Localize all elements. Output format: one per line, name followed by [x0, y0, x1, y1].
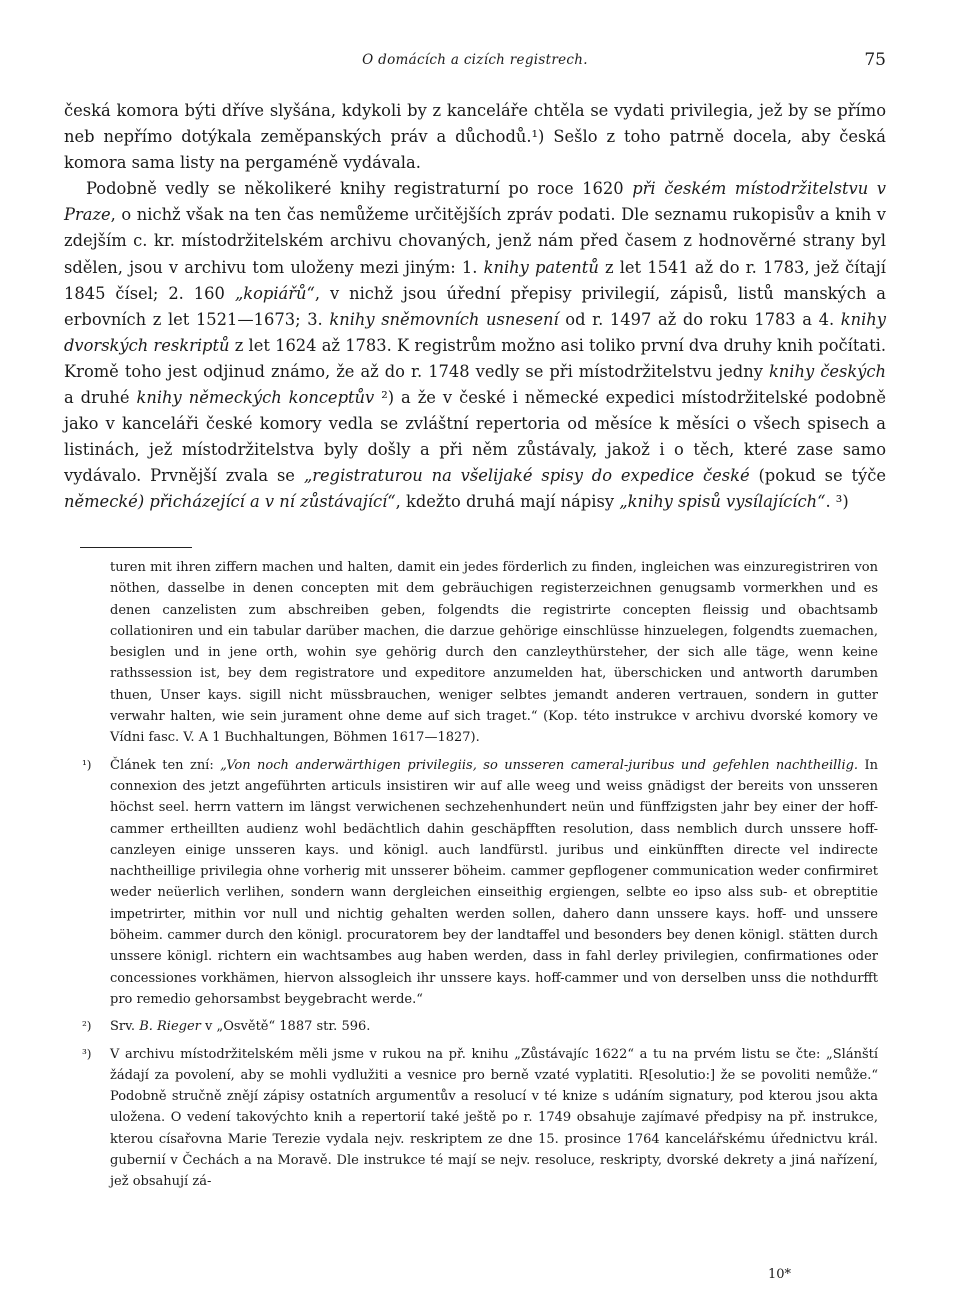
footnote-marker: ²)	[82, 1019, 92, 1034]
text-run: , o nichž však na ten čas nemůžeme určitějších zpráv podati. Dle seznamu rukopisův a knih v zdejším c. kr. místodržitelském archivu chovaných, jenž nám před časem z hodnověrné strany byl sdělen, jsou v archivu tom uloženy mezi jiným: 1.	[64, 205, 886, 277]
text-run: z let 1624 až 1783. K registrům možno asi toliko první dva druhy knih počítati. Kromě toho jest odjinud známo, že až do r. 1748 vedly se při místodržitelstvu jedny	[64, 335, 887, 381]
italic-run: knihy patentů	[483, 257, 599, 277]
italic-run: německé) přicházející a v ní zůstávající“	[64, 492, 396, 512]
running-title: O domácích a cizích registrech.	[362, 52, 588, 68]
main-text	[64, 98, 886, 516]
footnote-continuation: turen mit ihren ziffern machen und halten, damit ein jedes förderlich zu finden, ingleichen was einzuregistriren von nöthen, dasselbe in denen concepten mit dem gebräuchigen registerzeichnen genugsamb vormerkhen und es denen canzelisten zum abschreiben geben, folgendts die registrirte concepten fleissig und obachtsamb collationiren und ein tabular darüber machen, die darzue gehörige einschlüsse hinzuelegen, folgendts zuemachen, besiglen und in jene orth, wohin sye gehörig durch den canzleythürsteher, der sich alle täge, wenn keine rathssession ist, bey dem registratore und expeditore anzumelden hat, überschicken und antworth darumben thuen, Unser kays. sigill nicht müssbrauchen, weniger selbtes jemandt anderen vertrauen, sondern in gutter verwahr halten, wie sein jurament ohne deme auf sich traget.“ (Kop. této instrukce v archivu dvorské komory ve Vídni fasc. V. A 1 Buchhaltungen, Böhmen 1617—1827).	[110, 560, 878, 746]
italic-run: knihy dvorských reskriptů	[64, 309, 886, 355]
text-run: v „Osvětě“ 1887 str. 596.	[200, 1019, 371, 1035]
text-run: , v nichž jsou úřední přepisy privilegií, zápisů, listů manských a erbovních z let 1521—1673; 3.	[64, 283, 886, 329]
italic-run: „registraturou na všelijaké spisy do expedice české	[303, 466, 750, 486]
footnotes	[82, 557, 879, 1193]
page-header	[64, 52, 886, 78]
italic-run: B. Rieger	[139, 1019, 201, 1035]
footnote-marker: ¹)	[82, 757, 92, 772]
signature-mark: 10*	[768, 1267, 792, 1282]
italic-run: „Von noch anderwärthigen privilegiis, so unsseren cameral-juribus und gefehlen nachtheillig.	[220, 757, 859, 773]
paragraph-1: česká komora býti dříve slyšána, kdykoli by z kanceláře chtěla se vydati privilegia, jež by se přímo neb nepřímo dotýkala zeměpanských práv a důchodů.¹) Sešlo z toho patrně docela, aby česká komora sama listy na pergaméně vydávala.	[64, 101, 886, 173]
page-number: 75	[864, 50, 886, 70]
text-run: Článek ten zní:	[110, 757, 221, 773]
italic-run: při českém místodržitelstvu v Praze	[64, 179, 886, 225]
italic-run: „knihy spisů vysílajících“	[619, 492, 826, 512]
paragraph-2	[64, 176, 886, 515]
italic-run: knihy českých	[768, 361, 886, 381]
footnote-1	[82, 755, 879, 1011]
text-run: od r. 1497 až do roku 1783 a 4.	[558, 309, 841, 329]
text-run: z let 1541 až do r. 1783, jež čítají 1845 čísel; 2. 160	[64, 257, 886, 303]
footnote-separator	[80, 547, 192, 548]
text-run: Srv.	[110, 1019, 140, 1035]
text-run: ²) a že v české i německé expedici místodržitelské podobně jako v kanceláři české komory vedla se zvláštní repertoria od měsíce k měsíci o všech spisech a listinách, jež místodržitelstva byly došly a při něm zůstávaly, jakož i o těch, které zase samo vydávalo. Prvnější zvala se	[64, 388, 887, 486]
italic-run: knihy sněmovních usnesení	[329, 309, 559, 329]
text-run: Podobně vedly se několikeré knihy registraturní po roce 1620	[86, 179, 633, 199]
italic-run: knihy německých konceptův	[136, 388, 375, 408]
text-run: (pokud se týče	[749, 466, 886, 486]
text-run: V archivu místodržitelském měli jsme v rukou na př. knihu „Zůstávajíc 1622“ a tu na prvém listu se čte: „Slánští žádají za povolení, aby se mohli vydlužiti a vesnice pro berně vzaté vyplatiti. R[esolutio:] že se povoliti nemůže.“ Podobně stručně znějí zápisy ostatních argumentův a resolucí v té knize s udáním signatury, pod kterou jsou akta uložena. O vedení takovýchto knih a repertorií také ještě po r. 1749 obsahuje zajímavé předpisy na př. instrukce, kterou císařovna Marie Terezie vydala nejv. reskriptem ze dne 15. prosince 1764 kancelářskému úřednictvu král. gubernií v Čechách a na Moravě. Dle instrukce té mají se nejv. resoluce, reskripty, dvorské dekrety a jiná nařízení, jež obsahují zá-	[110, 1046, 878, 1190]
italic-run: „kopiářů“	[234, 283, 315, 303]
text-run: . ³)	[825, 492, 849, 512]
text-run: In connexion des jetzt angeführten articuls insistiren wir auf alle weeg und weiss gnädigst der bereits von unsseren höchst seel. herrn vattern im längst verwichenen sechzehenhundert neün und fünffzigsten jahr bey einer der hoff-cammer ertheillten audienz wohl bedächtlich dahin geschäpfften resolution, dass nemblich durch unssere hoff-canzleyen einige unsseren kays. und königl. auch landfürstl. juribus und einkünfften directe vel indirecte nachtheillige privilegia ohne vorherig mit unsserer böheim. cammer gepflogener communication weder confirmiret weder neüerlich verlihen, sondern wann dergleichen einseithig ergiengen, selbte eo ipso alss sub- et obreptitie impetrirter, mithin vor null und nichtig gehalten werden sollen, dahero dann unssere kays. hoff- und unssere böheim. cammer durch den königl. procuratorem bey der landtaffel und besonders bey denen königl. stätten durch unssere königl. richtern ein wachtsambes aug haben werden, dass in fahl derley privilegien, confirmationes oder concessiones vorkhämen, hiervon alssogleich ihr unssere kays. hoff-cammer und von derselben unss die nothdurfft pro remedio gehorsambst beygebracht werde.“	[110, 757, 879, 1007]
footnote-2	[82, 1016, 878, 1037]
text-run: , kdežto druhá mají nápisy	[395, 492, 620, 512]
text-run: a druhé	[64, 388, 137, 408]
footnote-3	[82, 1044, 878, 1193]
footnote-marker: ³)	[82, 1046, 92, 1061]
